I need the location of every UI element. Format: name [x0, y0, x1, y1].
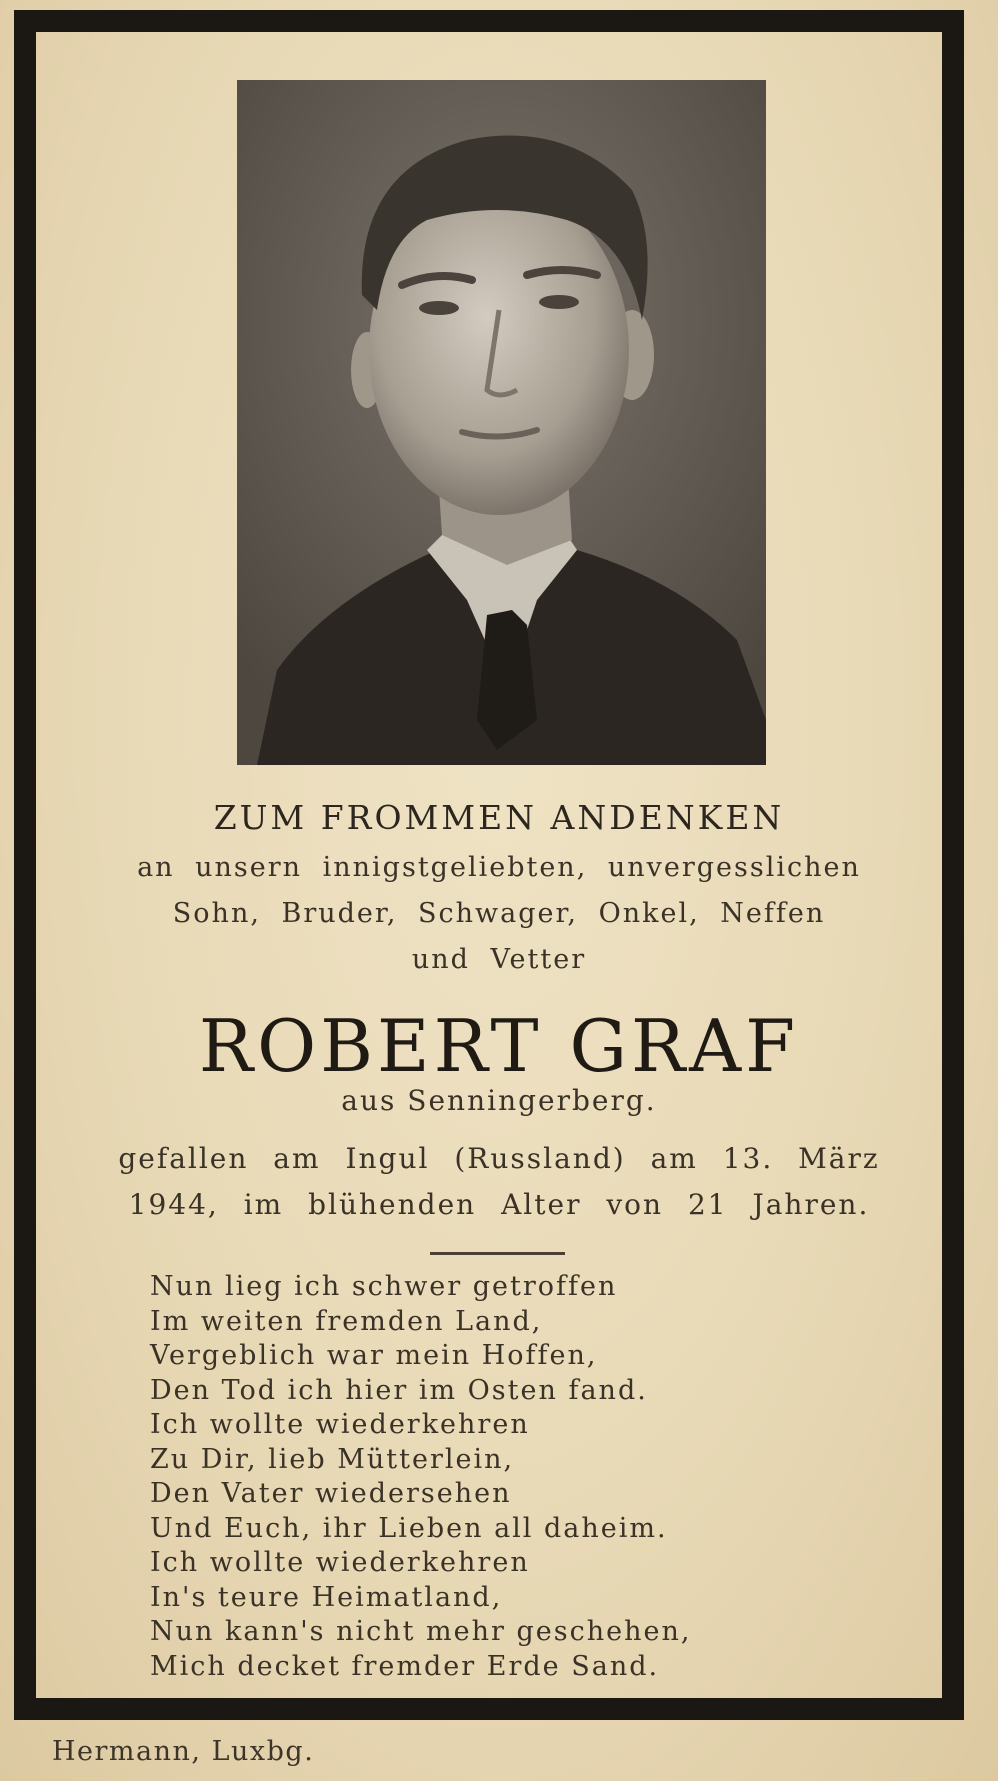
death-line: 1944, im blühenden Alter von 21 Jahren.	[128, 1188, 870, 1221]
poem-line: Vergeblich war mein Hoffen,	[150, 1340, 598, 1371]
poem-line: Im weiten fremden Land,	[150, 1305, 543, 1337]
poem-line: Und Euch, ihr Lieben all daheim.	[150, 1512, 668, 1544]
death-line: gefallen am Ingul (Russland) am 13. März	[118, 1142, 880, 1175]
poem	[150, 1270, 870, 1684]
poem-line: Nun kann's nicht mehr geschehen,	[150, 1616, 692, 1647]
dedication-line: an unsern innigstgeliebten, unvergesslichen	[137, 852, 861, 883]
deceased-name: ROBERT GRAF	[198, 1004, 800, 1088]
dedication-line: und Vetter	[411, 944, 587, 975]
poem-line: Den Vater wiedersehen	[150, 1478, 512, 1509]
poem-line: Zu Dir, lieb Mütterlein,	[150, 1443, 515, 1475]
poem-line: Den Tod ich hier im Osten fand.	[150, 1374, 648, 1406]
divider-line	[430, 1252, 565, 1255]
dedication-line: Sohn, Bruder, Schwager, Onkel, Neffen	[172, 898, 826, 929]
poem-line: Ich wollte wiederkehren	[150, 1409, 530, 1440]
poem-line: Nun lieg ich schwer getroffen	[150, 1271, 618, 1302]
poem-line: In's teure Heimatland,	[150, 1581, 503, 1613]
poem-line: Ich wollte wiederkehren	[150, 1547, 530, 1578]
printer-credit: Hermann, Luxbg.	[52, 1736, 315, 1767]
portrait-photo	[237, 80, 766, 765]
poem-line: Mich decket fremder Erde Sand.	[150, 1650, 660, 1682]
heading: ZUM FROMMEN ANDENKEN	[213, 798, 785, 837]
origin: aus Senningerberg.	[341, 1084, 657, 1117]
